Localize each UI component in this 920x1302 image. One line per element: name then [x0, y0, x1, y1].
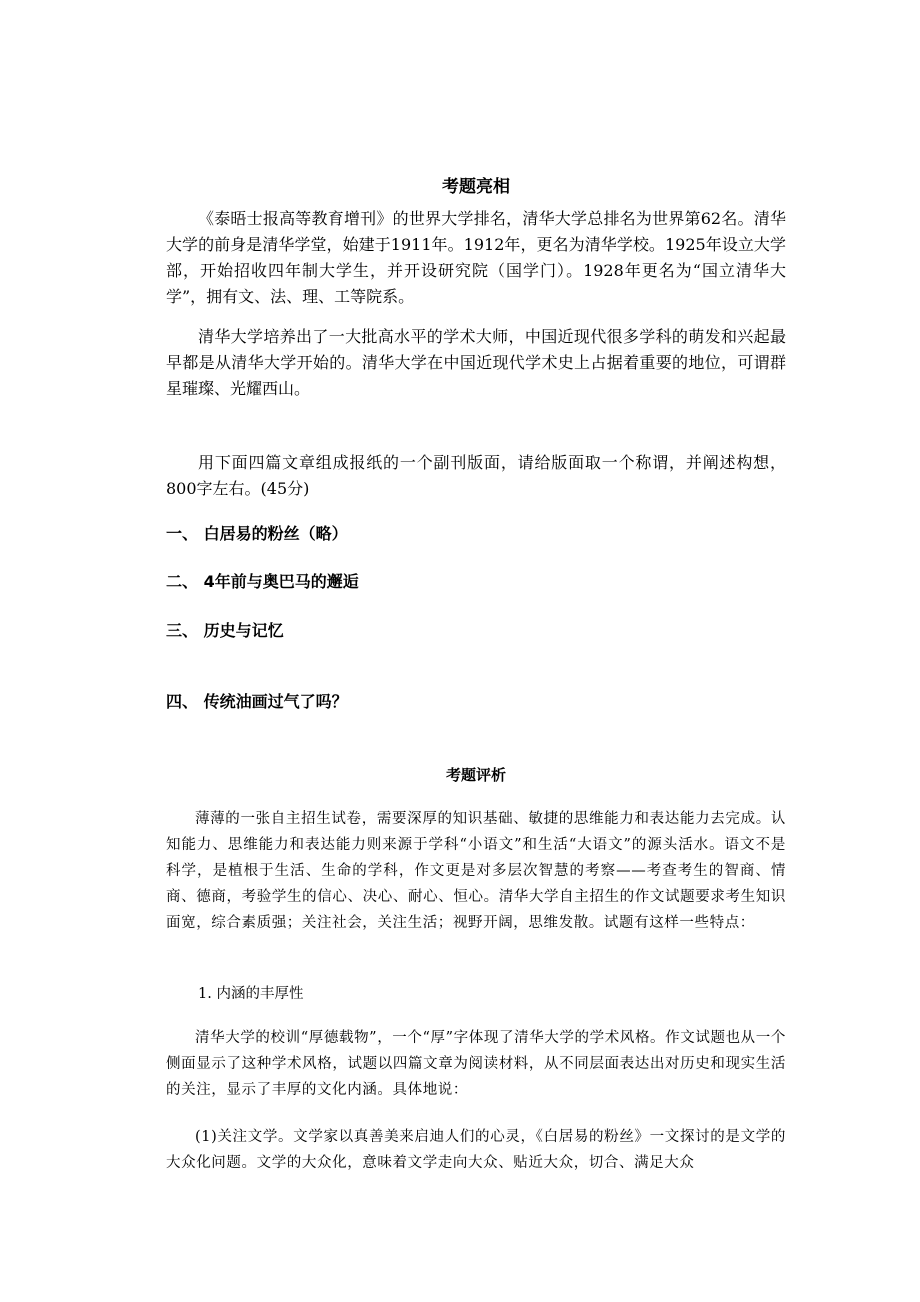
paragraph-masters: 清华大学培养出了一大批高水平的学术大师，中国近现代很多学科的萌发和兴起最早都是从清华大学开始的。清华大学在中国近现代学术史上占据着重要的地位，可谓群星璀璨、光耀西山。 — [166, 327, 786, 398]
section-title-analysis: 考题评析 — [445, 766, 506, 784]
paragraph-motto: 清华大学的校训“厚德载物”，一个“厚”字体现了清华大学的学术风格。作文试题也从一个侧面显示了这种学术风格，试题以四篇文章为阅读材料，从不同层面表达出对历史和现实生活的关注，显示了丰厚的文化内涵。具体地说： — [166, 1030, 786, 1098]
paragraph-ranking: 《泰晤士报高等教育增刊》的世界大学排名，清华大学总排名为世界第62名。清华大学的前身是清华学堂，始建于1911年。1912年，更名为清华学校。1925年设立大学部，开始招收四年制大学生，并开设研究院（国学门）。1928年更名为“国立清华大学”，拥有文、法、理、工等院系。 — [166, 209, 786, 306]
section-title-exam: 考题亮相 — [442, 177, 510, 197]
paragraph-instruction: 用下面四篇文章组成报纸的一个副刊版面，请给版面取一个称谓，并阐述构想，800字左右。(45分) — [166, 453, 786, 498]
article-item-4: 四、 传统油画过气了吗？ — [166, 692, 348, 711]
paragraph-literature: (1)关注文学。文学家以真善美来启迪人们的心灵，《白居易的粉丝》一文探讨的是文学的大众化问题。文学的大众化，意味着文学走向大众、贴近大众，切合、满足大众 — [166, 1129, 786, 1171]
article-item-3: 三、 历史与记忆 — [166, 621, 284, 640]
paragraph-analysis-intro: 薄薄的一张自主招生试卷，需要深厚的知识基础、敏捷的思维能力和表达能力去完成。认知能力、思维能力和表达能力则来源于学科“小语文”和生活“大语文”的源头活水。语文不是科学，是植根于生活、生命的学科，作文更是对多层次智慧的考察——考查考生的智商、情商、德商，考验学生的信心、决心、耐心、恒心。清华大学自主招生的作文试题要求考生知识面宽，综合素质强；关注社会，关注生活；视野开阔，思维发散。试题有这样一些特点： — [166, 811, 786, 931]
subheading-richness: 1. 内涵的丰厚性 — [198, 986, 304, 1002]
article-item-2: 二、 4年前与奥巴马的邂逅 — [166, 572, 359, 591]
article-item-1: 一、 白居易的粉丝（略） — [166, 524, 348, 543]
